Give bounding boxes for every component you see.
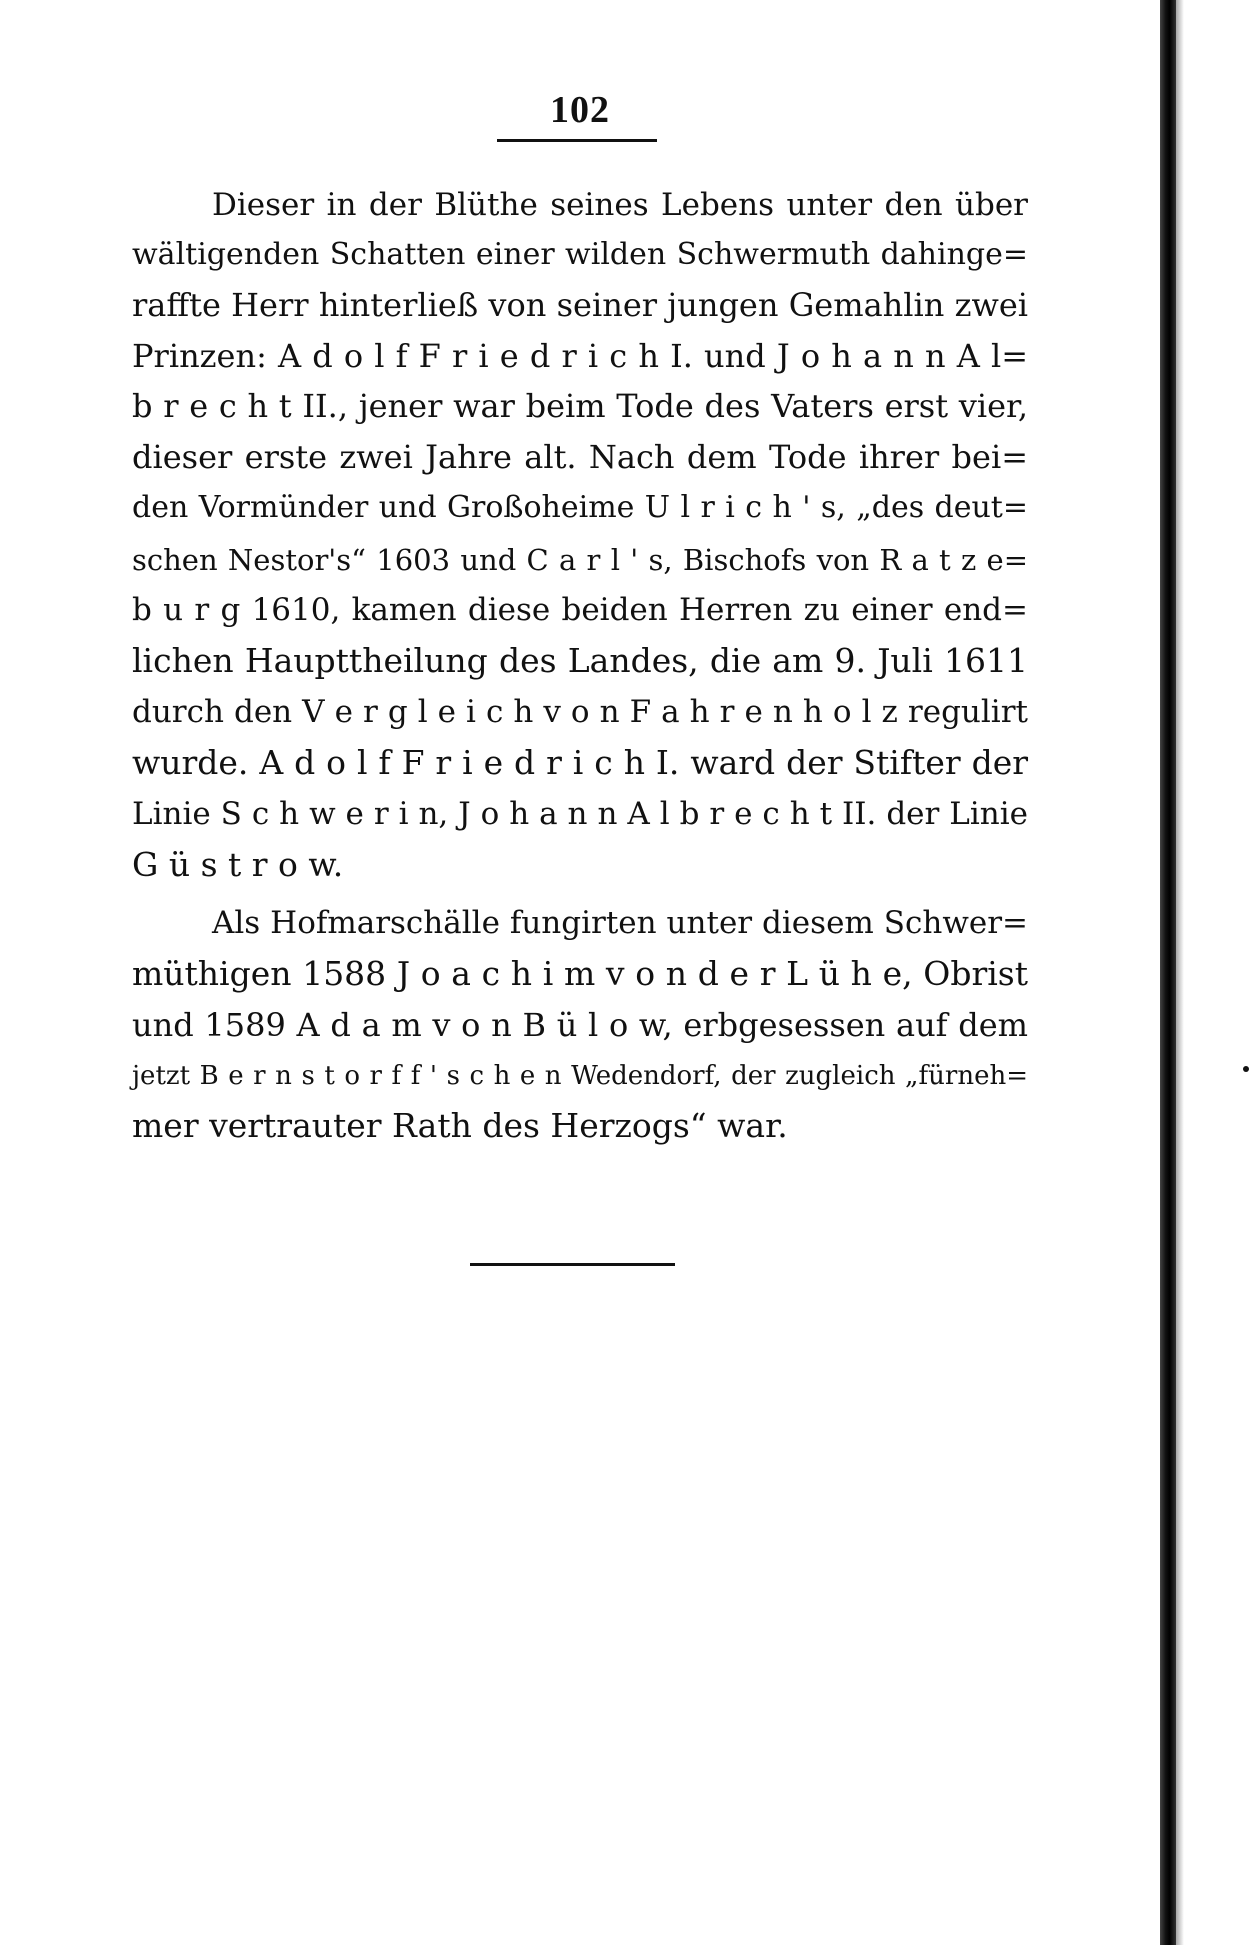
- paragraph-1-line-7: den Vormünder und Großoheime U l r i c h ' s, „des deut=: [132, 490, 1028, 525]
- paragraph-1-line-9: b u r g 1610, kamen diese beiden Herren zu einer end=: [132, 592, 1028, 628]
- book-binding-edge: [1160, 0, 1176, 1945]
- page-number: 102: [550, 89, 610, 131]
- paragraph-2-line-3: und 1589 A d a m v o n B ü l o w, erbgesessen auf dem: [132, 1006, 1028, 1044]
- paragraph-1-line-2: wältigenden Schatten einer wilden Schwermuth dahinge=: [132, 237, 1028, 272]
- page-number-rule: [497, 139, 657, 142]
- ink-speck: [1243, 1066, 1249, 1072]
- paragraph-2-line-4: jetzt B e r n s t o r f f ' s c h e n Wedendorf, der zugleich „fürneh=: [132, 1061, 1028, 1091]
- section-end-rule: [470, 1263, 675, 1266]
- paragraph-2-line-5: mer vertrauter Rath des Herzogs“ war.: [132, 1106, 788, 1145]
- paragraph-2-line-2: müthigen 1588 J o a c h i m v o n d e r L ü h e, Obrist: [132, 954, 1028, 993]
- paragraph-1-line-11: durch den V e r g l e i c h v o n F a h r e n h o l z regulirt: [132, 694, 1028, 730]
- paragraph-1-line-14: G ü s t r o w.: [132, 845, 344, 884]
- paragraph-1-line-5: b r e c h t II., jener war beim Tode des Vaters erst vier,: [132, 387, 1028, 425]
- binding-shadow: [1176, 0, 1184, 1945]
- paragraph-1-line-10: lichen Haupttheilung des Landes, die am 9. Juli 1611: [132, 641, 1028, 680]
- paragraph-1-line-1: Dieser in der Blüthe seines Lebens unter den über: [212, 187, 1028, 223]
- paragraph-1-line-3: raffte Herr hinterließ von seiner jungen Gemahlin zwei: [132, 286, 1028, 324]
- paragraph-1-line-13: Linie S c h w e r i n, J o h a n n A l b r e c h t II. der Linie: [132, 796, 1028, 832]
- paragraph-1-line-8: schen Nestor's“ 1603 und C a r l ' s, Bischofs von R a t z e=: [132, 543, 1028, 577]
- paragraph-1-line-4: Prinzen: A d o l f F r i e d r i c h I. und J o h a n n A l=: [132, 337, 1028, 375]
- paragraph-2-line-1: Als Hofmarschälle fungirten unter diesem Schwer=: [212, 905, 1028, 941]
- paragraph-1-line-12: wurde. A d o l f F r i e d r i c h I. ward der Stifter der: [132, 743, 1028, 782]
- paragraph-1-line-6: dieser erste zwei Jahre alt. Nach dem Tode ihrer bei=: [132, 438, 1028, 476]
